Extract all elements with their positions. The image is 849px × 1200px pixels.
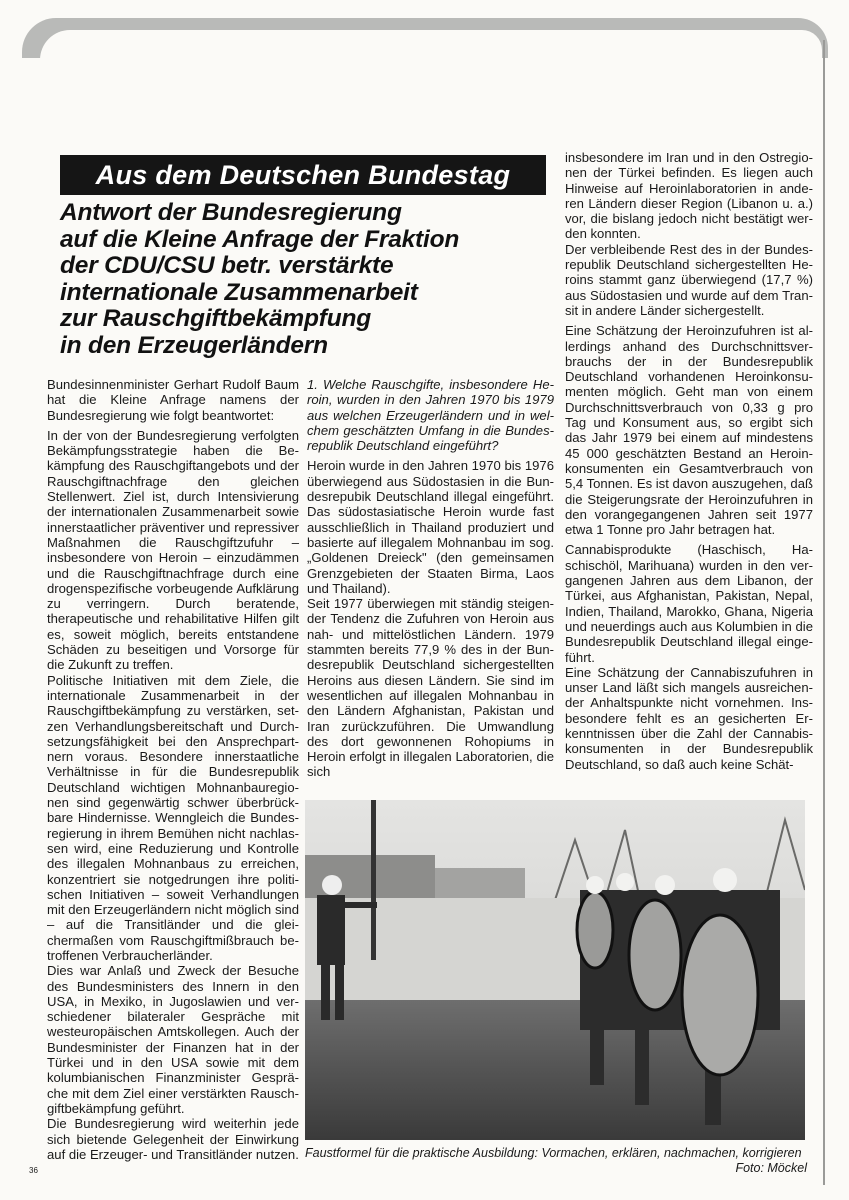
question-paragraph: 1. Welche Rauschgifte, insbesondere Heroin, wurden in den Jahren 1970 bis 1979 aus welchen Erzeugerländern und in welchem geschätzten Umfang in die Bundesrepublik Deutschland eingeführt? bbox=[307, 377, 554, 454]
paragraph: In der von der Bundesregierung verfolgten Bekämpfungsstrategie haben die Bekämpfung des Rauschgiftangebots und der Rauschgiftnachfrage den gleichen Stellenwert. Ziel ist, durch Intensivierung der internationalen Zusammenarbeit sowie innerstaatlicher präventiver und repressiver Maßnahmen die Rauschgiftzufuhr – insbesondere von Heroin – einzudämmen und die Rauschgiftnachfrage durch eine drogenspezifische vorbeugende Aufklärung zu verringern. Durch beratende, therapeutische und rehabilitative Hilfen gilt es, soweit möglich, bereits entstandene Schäden zu beseitigen und Vorsorge für die Zukunft zu treffen. bbox=[47, 427, 299, 673]
paragraph: Dies war Anlaß und Zweck der Besuche des Bundesministers des Innern in den USA, in Mexiko, in Jugoslawien und verschiedener bilateraler Gespräche mit westeuropäischen Amtskollegen. Auch der Bundesminister der Finanzen hat in der Türkei und in den USA sowie mit dem kolumbianischen Finanzminister Gespräche mit dem Ziel einer verstärkten Rauschgiftbekämpfung geführt. bbox=[47, 963, 299, 1116]
section-banner: Aus dem Deutschen Bundestag bbox=[60, 155, 546, 195]
article-headline bbox=[60, 200, 560, 359]
photo-riot-police-training bbox=[305, 800, 805, 1140]
headline-line: zur Rauschgiftbekämpfung bbox=[60, 305, 371, 332]
paragraph: Seit 1977 überwiegen mit ständig steigender Tendenz die Zufuhren von Heroin aus nah- und mittelöstlichen Ländern. 1979 stammten bereits 77,9 % des in der Bundesrepublik Deutschland sichergestellten Heroins aus diesen Ländern. Sie sind im wesentlichen auf illegalen Mohnanbau in den Ländern Afghanistan, Pakistan und Iran zurückzuführen. Die Umwandlung des dort gewonnenen Rohopiums in Heroin erfolgt in illegalen Laboratorien, die sich bbox=[307, 596, 554, 780]
text-column-2 bbox=[307, 377, 554, 780]
page-number: 36 bbox=[29, 1166, 38, 1175]
paragraph: Heroin wurde in den Jahren 1970 bis 1976 überwiegend aus Südostasien in die Bundesrepubik Deutschland illegal eingeführt. Das südostasiatische Heroin wurde fast ausschließlich in Thailand produziert und basierte auf illegalem Mohnanbau im sog. „Goldenen Dreieck" (den gemeinsamen Grenzgebieten der Staaten Birma, Laos und Thailand). bbox=[307, 458, 554, 596]
photo-caption bbox=[305, 1146, 807, 1175]
paragraph: Cannabisprodukte (Haschisch, Haschischöl, Marihuana) wurden in den vergangenen Jahren aus dem Libanon, der Türkei, aus Afghanistan, Pakistan, Nepal, Indien, Thailand, Marokko, Ghana, Nigeria und neuerdings auch aus Kolumbien in die Bundesrepublik Deutschland illegal eingeführt. bbox=[565, 542, 813, 665]
paragraph: Bundesinnenminister Gerhart Rudolf Baum hat die Kleine Anfrage namens der Bundesregierung wie folgt beantwortet: bbox=[47, 377, 299, 423]
paragraph: insbesondere im Iran und in den Ostregionen der Türkei befinden. Es liegen auch Hinweise auf Heroinlaboratorien in anderen Ländern dieser Region (Libanon u. a.) vor, die bislang jedoch nicht bestätigt werden konnten. bbox=[565, 150, 813, 242]
paragraph: Politische Initiativen mit dem Ziele, die internationale Zusammenarbeit in der Rauschgiftbekämpfung zu verstärken, setzen Verhandlungsbereitschaft und Durchsetzungsfähigkeit bei den Ansprechpartnern voraus. Besondere innerstaatliche Verhältnisse in für die Bundesrepublik Deutschland wichtigen Mohnanbauregionen sind gegenwärtig schwer überbrückbare Hindernisse. Wenngleich die Bundesregierung in ihrem Bemühen nicht nachlassen wird, eine Reduzierung und Kontrolle des illegalen Mohnanbaus zu erreichen, konzentriert sie notgedrungen ihre politischen Initiativen – soweit Verhandlungen mit den Erzeugerländern nicht möglich sind – auf die Transitländer und die gleichermaßen vom Rauschgiftmißbrauch betroffenen Verbraucherländer. bbox=[47, 672, 299, 963]
text-column-1 bbox=[47, 377, 299, 1162]
page-edge-rule bbox=[823, 40, 825, 1185]
caption-text: Faustformel für die praktische Ausbildung: Vormachen, erklären, nachmachen, korrigieren bbox=[305, 1146, 802, 1160]
page-header-band-inner bbox=[40, 30, 822, 60]
photo-illustration bbox=[305, 800, 805, 1140]
text-column-3 bbox=[565, 150, 813, 772]
photo-credit: Foto: Möckel bbox=[735, 1161, 807, 1175]
paragraph: Eine Schätzung der Heroinzufuhren ist allerdings anhand des Durchschnittsverbrauchs der in der Bundesrepublik Deutschland vorhandenen Heroinkonsumenten möglich. Geht man von einem Durchschnittsverbrauch von 0,33 g pro Tag und Konsument aus, so ergibt sich das Jahr 1979 bei einem auf mindestens 45 000 geschätzten Bestand an Heroinkonsumenten ein Gesamtverbrauch von 5,4 Tonnen. Es ist davon auszugehen, daß die Steigerungsrate der Heroinzufuhren in den vorangegangenen Jahren seit 1977 etwa 1 Tonne pro Jahr betragen hat. bbox=[565, 323, 813, 538]
paragraph: Die Bundesregierung wird weiterhin jede sich bietende Gelegenheit der Einwirkung auf die Erzeuger- und Transitländer nutzen. bbox=[47, 1116, 299, 1162]
headline-line: in den Erzeugerländern bbox=[60, 331, 328, 359]
headline-line: der CDU/CSU betr. verstärkte bbox=[60, 252, 394, 279]
headline-line: Antwort der Bundesregierung bbox=[60, 199, 402, 226]
paragraph: Eine Schätzung der Cannabiszufuhren in unser Land läßt sich mangels ausreichender Anhaltspunkte nicht vornehmen. Insbesondere fehlt es an gesicherten Erkenntnissen über die Zahl der Cannabiskonsumenten in der Bundesrepublik Deutschland, so daß auch keine Schät- bbox=[565, 664, 813, 772]
headline-line: internationale Zusammenarbeit bbox=[60, 278, 418, 306]
headline-line: auf die Kleine Anfrage der Fraktion bbox=[60, 225, 460, 253]
paragraph: Der verbleibende Rest des in der Bundesrepublik Deutschland sichergestellten Heroins stammt ganz überwiegend (17,7 %) aus Südostasien und wurde auf dem Transit in andere Länder sichergestellt. bbox=[565, 241, 813, 318]
